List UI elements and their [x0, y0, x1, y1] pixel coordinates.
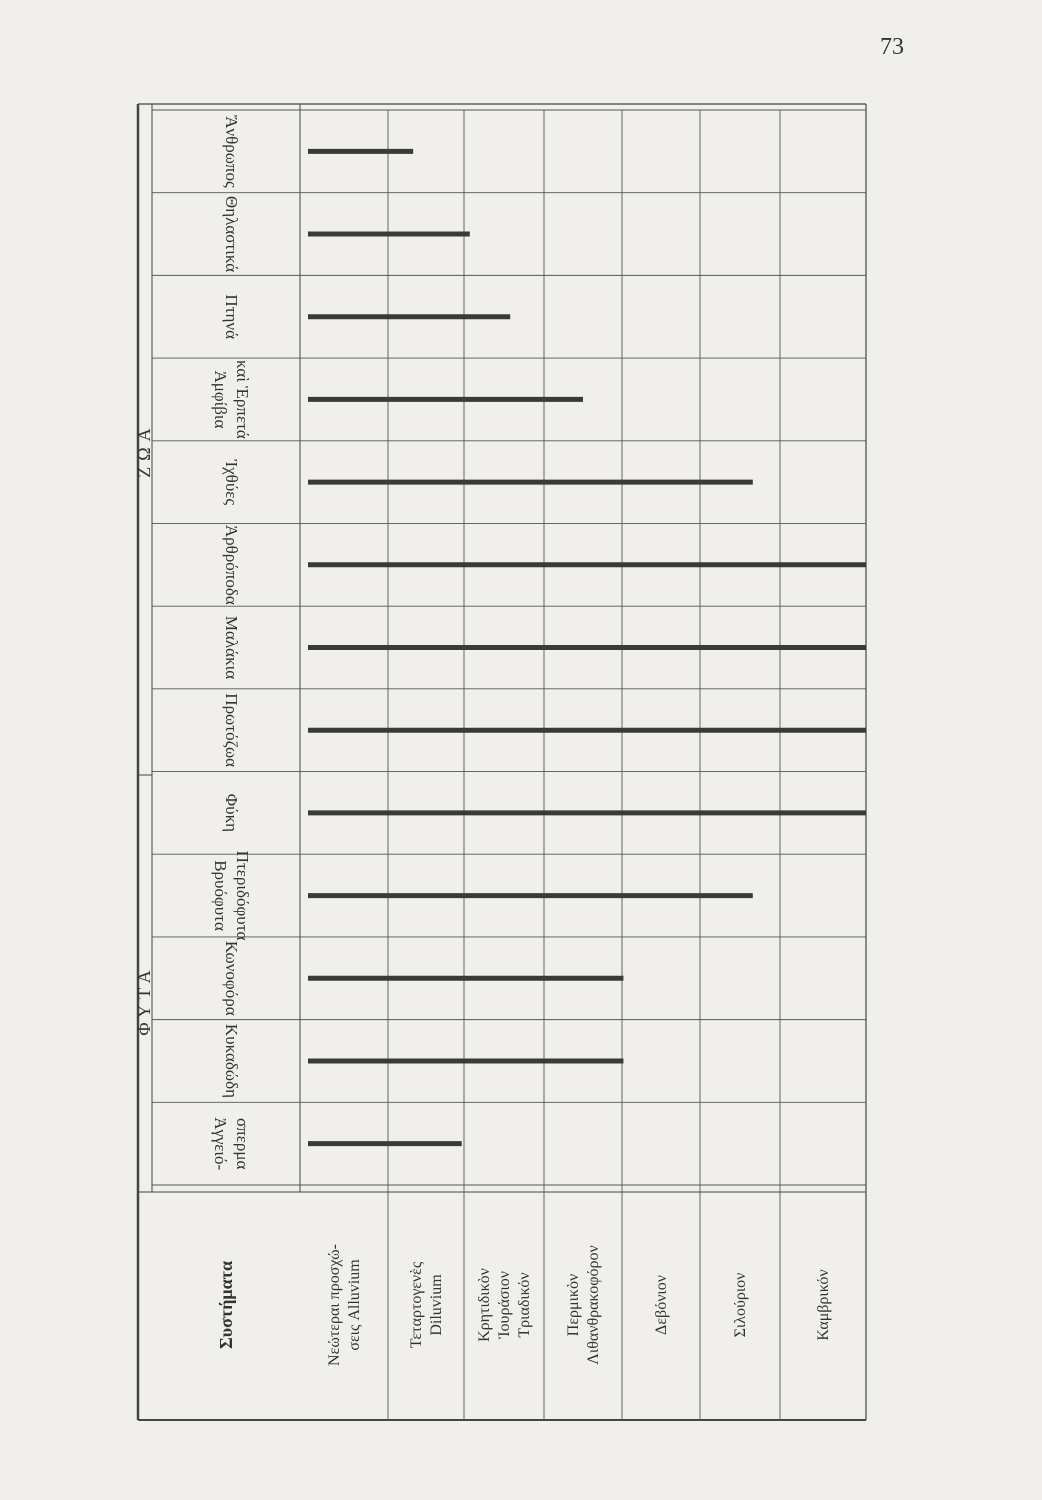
column-label: Κυκαδώδη	[222, 1023, 241, 1099]
system-label: Σιλούριον	[732, 1272, 749, 1338]
column-label: Κωνοφόρα	[222, 940, 241, 1016]
systems-header: Συστήματα	[216, 1260, 236, 1350]
system-label: Diluvium	[428, 1274, 445, 1336]
system-label: Περμικὸν	[565, 1273, 582, 1337]
system-label: Νεώτεραι προσχώ-	[326, 1244, 343, 1366]
group-label-animals: ΖΩΑ	[134, 422, 154, 478]
system-label: Τριαδικόν	[516, 1272, 533, 1338]
column-label: Θηλαστικά	[222, 195, 241, 273]
column-label: Πτηνά	[222, 294, 241, 340]
system-label: Τεταρτογενὲς	[408, 1261, 425, 1349]
column-label: καὶ Ἑρπετά	[233, 360, 252, 439]
column-label: Ἀγγειό-	[211, 1117, 230, 1171]
column-label: Πτεριδόφυτα	[233, 850, 252, 941]
column-label: Πρωτόζωα	[222, 693, 241, 768]
column-label: Φύκη	[222, 793, 241, 833]
column-label: σπερμα	[233, 1117, 252, 1170]
column-label: Ἀμφίβια	[211, 370, 230, 429]
system-label: Ἰουράσιον	[496, 1271, 513, 1339]
system-label: Λιθανθρακοφόρον	[585, 1245, 602, 1365]
group-label-plants: ΦΥΤΑ	[134, 964, 154, 1036]
column-label: Ἀρθρόποδα	[222, 524, 241, 605]
column-label: Μαλάκια	[222, 615, 241, 680]
column-label: Ἄνθρωπος	[222, 114, 241, 188]
column-label: Ἰχθύες	[222, 459, 241, 506]
page-number: 73	[880, 34, 904, 60]
system-label: Καμβρικόν	[815, 1269, 832, 1341]
system-label: Δεβόνιον	[653, 1275, 670, 1335]
system-label: Κρητιδικὸν	[476, 1268, 493, 1342]
column-label: Βρυόφυτα	[211, 860, 230, 931]
system-label: σεις Alluvium	[346, 1259, 363, 1351]
